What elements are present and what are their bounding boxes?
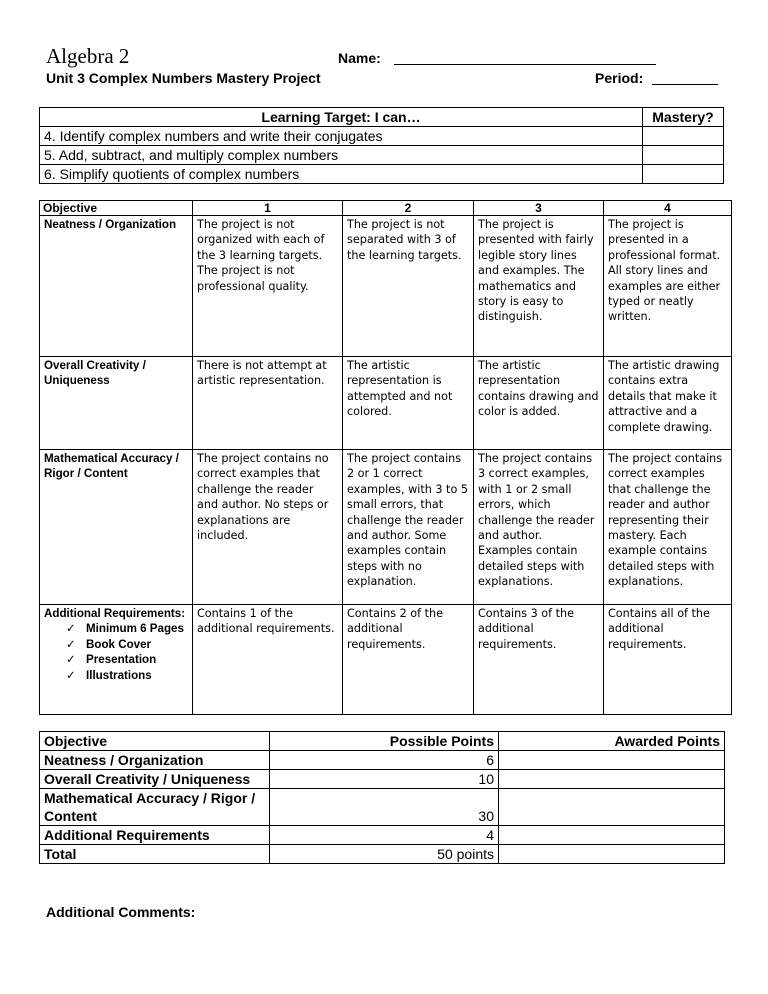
mastery-cell[interactable]: [643, 127, 724, 146]
criteria-cell: The project contains 3 correct examples, with 1 or 2 small errors, which challenge the reader and author. Examples contain detailed steps with explanations.: [474, 450, 604, 605]
page-subtitle: Unit 3 Complex Numbers Mastery Project: [46, 70, 321, 86]
table-header-row: [40, 201, 732, 216]
possible-points-cell: 30: [270, 789, 499, 826]
awarded-total-cell[interactable]: [499, 845, 725, 864]
criteria-cell: The project contains 2 or 1 correct examples, with 3 to 5 small errors, that challenge the reader and author. Some examples contain steps with no explanation.: [343, 450, 474, 605]
mastery-header: Mastery?: [643, 108, 724, 127]
table-row: [40, 146, 724, 165]
objective-cell: Additional Requirements: [40, 826, 270, 845]
possible-points-cell: 6: [270, 751, 499, 770]
requirement-item: ✓ Minimum 6 Pages: [66, 621, 188, 636]
table-row: [40, 770, 725, 789]
table-row: [40, 450, 732, 605]
possible-points-cell: 10: [270, 770, 499, 789]
learning-target-cell: 4. Identify complex numbers and write their conjugates: [40, 127, 643, 146]
objective-cell: Mathematical Accuracy / Rigor / Content: [40, 450, 193, 605]
awarded-points-header: Awarded Points: [499, 732, 725, 751]
criteria-cell: The project contains no correct examples that challenge the reader and author. No steps or explanations are included.: [193, 450, 343, 605]
criteria-cell: There is not attempt at artistic representation.: [193, 357, 343, 450]
period-field[interactable]: [652, 84, 718, 85]
mastery-cell[interactable]: [643, 165, 724, 184]
page-title: Algebra 2: [46, 44, 130, 68]
awarded-points-cell[interactable]: [499, 826, 725, 845]
table-row: [40, 845, 725, 864]
requirement-item: ✓ Illustrations: [66, 668, 188, 683]
learning-target-cell: 5. Add, subtract, and multiply complex numbers: [40, 146, 643, 165]
criteria-cell: Contains 3 of the additional requirements.: [474, 605, 604, 715]
objective-cell: Overall Creativity / Uniqueness: [40, 770, 270, 789]
score-header-2: 2: [343, 201, 474, 216]
table-row: [40, 357, 732, 450]
criteria-cell: The artistic representation is attempted and not colored.: [343, 357, 474, 450]
additional-comments-label: Additional Comments:: [46, 904, 196, 920]
objective-cell: [40, 605, 193, 715]
criteria-cell: The artistic representation contains drawing and color is added.: [474, 357, 604, 450]
possible-points-cell: 4: [270, 826, 499, 845]
table-row: [40, 789, 725, 826]
additional-requirements-label: Additional Requirements:: [44, 607, 186, 620]
criteria-cell: Contains 2 of the additional requirements.: [343, 605, 474, 715]
awarded-points-cell[interactable]: [499, 789, 725, 826]
objective-cell: Overall Creativity / Uniqueness: [40, 357, 193, 450]
points-table: [39, 731, 725, 864]
criteria-cell: The artistic drawing contains extra details that make it attractive and a complete drawing.: [604, 357, 732, 450]
criteria-cell: Contains all of the additional requirements.: [604, 605, 732, 715]
period-label: Period:: [595, 70, 644, 86]
criteria-cell: The project contains correct examples that challenge the reader and author representing their mastery. Each example contains detailed steps with explanations.: [604, 450, 732, 605]
table-row: [40, 216, 732, 357]
criteria-cell: Contains 1 of the additional requirements.: [193, 605, 343, 715]
table-row: [40, 826, 725, 845]
name-label: Name:: [338, 50, 381, 66]
criteria-cell: The project is presented in a professional format. All story lines and examples are either typed or neatly written.: [604, 216, 732, 357]
objective-cell: Neatness / Organization: [40, 751, 270, 770]
criteria-cell: The project is not separated with 3 of the learning targets.: [343, 216, 474, 357]
objective-header: Objective: [40, 732, 270, 751]
score-header-3: 3: [474, 201, 604, 216]
table-row: [40, 165, 724, 184]
criteria-cell: The project is not organized with each of the 3 learning targets. The project is not professional quality.: [193, 216, 343, 357]
requirement-item: ✓ Presentation: [66, 652, 188, 667]
table-row: [40, 605, 732, 715]
rubric-table: [39, 200, 732, 715]
learning-target-header: Learning Target: I can…: [40, 108, 643, 127]
table-header-row: [40, 732, 725, 751]
name-field[interactable]: [394, 64, 656, 65]
table-row: [40, 751, 725, 770]
objective-header: Objective: [40, 201, 193, 216]
awarded-points-cell[interactable]: [499, 770, 725, 789]
learning-targets-table: [39, 107, 724, 184]
score-header-1: 1: [193, 201, 343, 216]
mastery-cell[interactable]: [643, 146, 724, 165]
awarded-points-cell[interactable]: [499, 751, 725, 770]
requirements-list: [44, 621, 188, 683]
table-row: [40, 127, 724, 146]
objective-cell: Mathematical Accuracy / Rigor / Content: [40, 789, 270, 826]
total-points-cell: 50 points: [270, 845, 499, 864]
score-header-4: 4: [604, 201, 732, 216]
learning-target-cell: 6. Simplify quotients of complex numbers: [40, 165, 643, 184]
objective-cell: Neatness / Organization: [40, 216, 193, 357]
criteria-cell: The project is presented with fairly legible story lines and examples. The mathematics and story is easy to distinguish.: [474, 216, 604, 357]
table-header-row: [40, 108, 724, 127]
requirement-item: ✓ Book Cover: [66, 637, 188, 652]
total-label-cell: Total: [40, 845, 270, 864]
possible-points-header: Possible Points: [270, 732, 499, 751]
